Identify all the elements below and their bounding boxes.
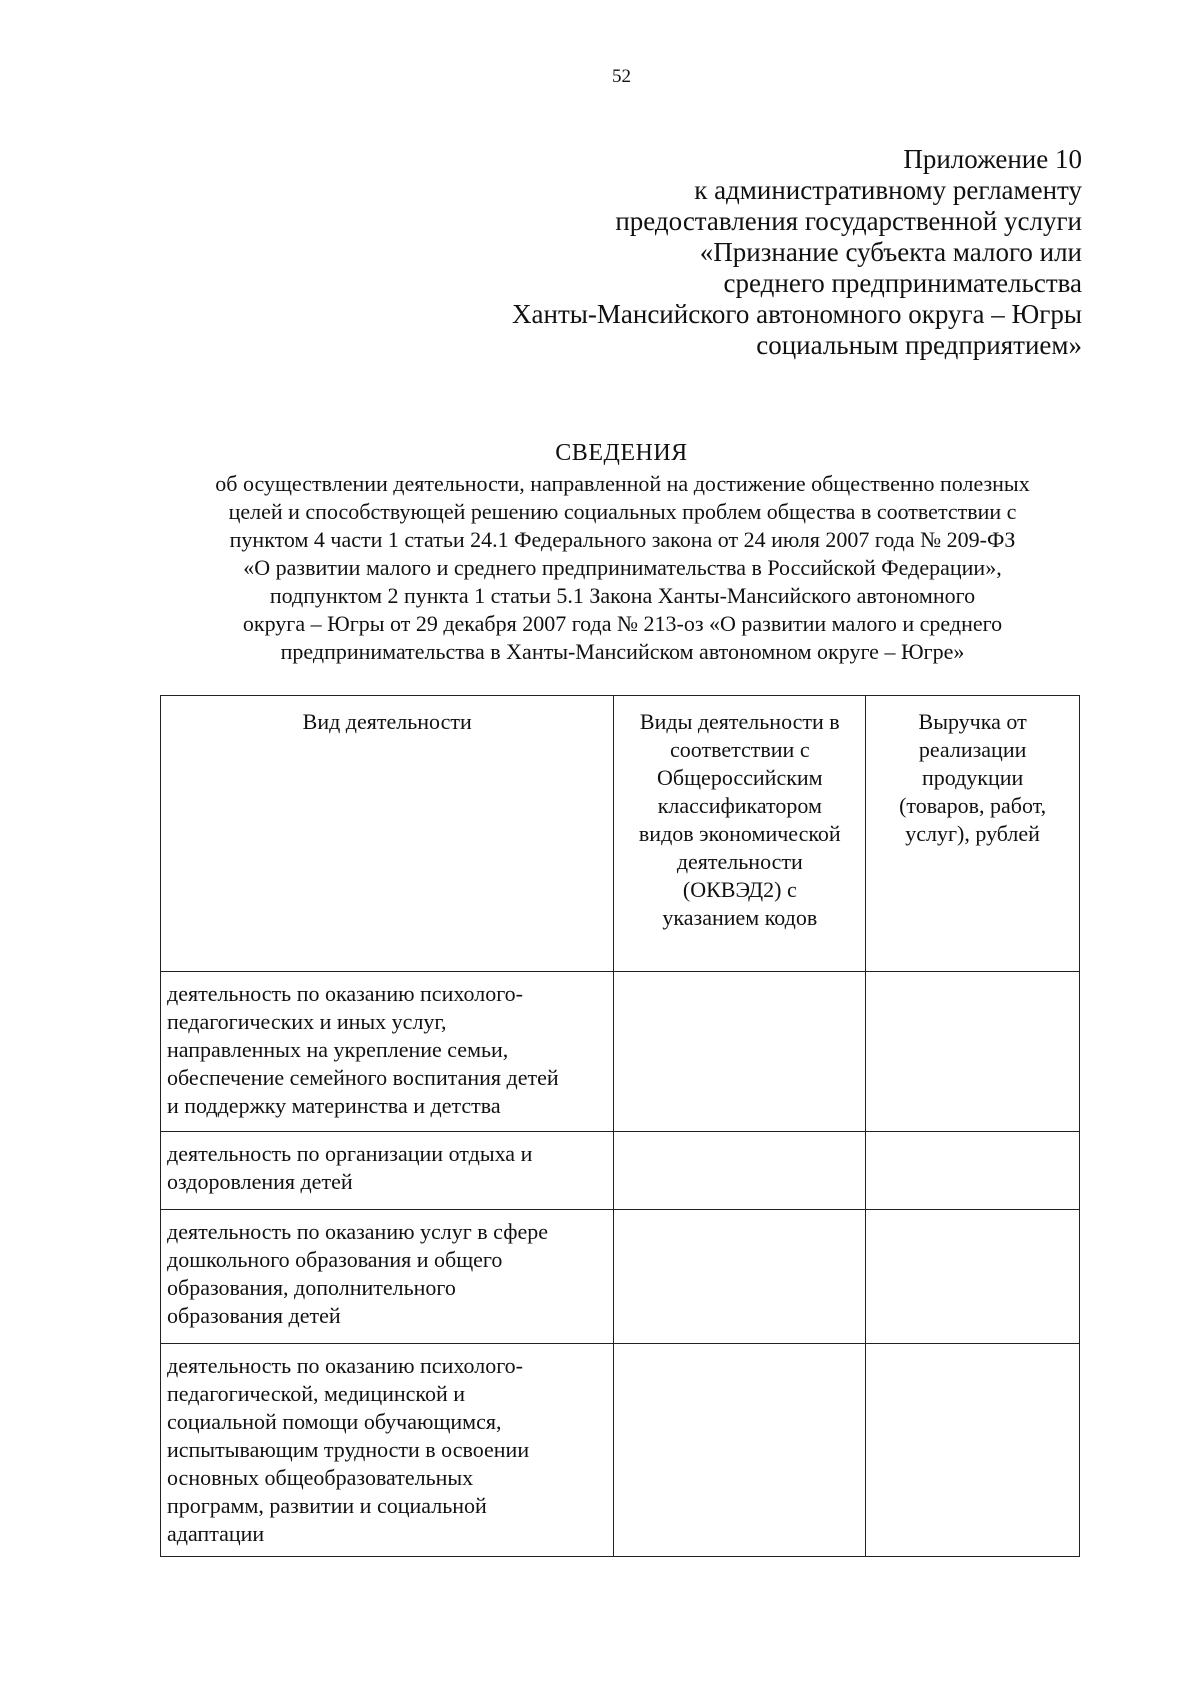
table-row (161, 1344, 1080, 1557)
subtitle-line: предпринимательства в Ханты-Мансийском автономном округе – Югре» (280, 639, 965, 664)
appendix-line: среднего предпринимательства (723, 268, 1082, 298)
subtitle-line: пунктом 4 части 1 статьи 24.1 Федерального закона от 24 июля 2007 года № 209-ФЗ (229, 527, 1016, 552)
header-line: Вид деятельности (302, 709, 472, 734)
header-line: видов экономической (638, 821, 841, 846)
header-line: Выручка от (918, 709, 1027, 734)
document-title: СВЕДЕНИЯ (555, 440, 688, 466)
activity-line: образования детей (167, 1303, 341, 1328)
activity-line: деятельность по оказанию услуг в сфере (167, 1219, 549, 1244)
table-row (161, 1210, 1080, 1344)
appendix-line: «Признание субъекта малого или (699, 237, 1082, 267)
header-line: классификатором (657, 793, 822, 818)
header-line: Общероссийским (657, 765, 823, 790)
activity-cell (161, 1210, 614, 1344)
revenue-cell (866, 1132, 1080, 1210)
activity-line: педагогической, медицинской и (167, 1381, 466, 1406)
activity-line: деятельность по организации отдыха и (167, 1141, 533, 1166)
activity-line: дошкольного образования и общего (167, 1247, 503, 1272)
activity-cell (161, 1344, 614, 1557)
activity-cell (161, 1132, 614, 1210)
appendix-line: Ханты-Мансийского автономного округа – Югры (512, 299, 1082, 329)
header-line: реализации (918, 737, 1027, 762)
header-line: указанием кодов (662, 905, 818, 930)
activity-line: обеспечение семейного воспитания детей (167, 1065, 559, 1090)
header-line: деятельности (676, 849, 803, 874)
okved-cell (614, 1132, 866, 1210)
okved-cell (614, 972, 866, 1132)
header-activity-type (161, 696, 614, 972)
okved-cell (614, 1210, 866, 1344)
page-number: 52 (612, 66, 631, 87)
activity-cell (161, 972, 614, 1132)
appendix-line: предоставления государственной услуги (615, 206, 1082, 236)
activity-line: программ, развитии и социальной (167, 1493, 487, 1518)
header-line: (товаров, работ, (899, 793, 1047, 818)
activities-table (160, 695, 1080, 1557)
revenue-cell (866, 972, 1080, 1132)
activity-line: образования, дополнительного (167, 1275, 456, 1300)
activity-line: социальной помощи обучающимся, (167, 1409, 502, 1434)
activity-line: основных общеобразовательных (167, 1465, 474, 1490)
header-line: соответствии с (670, 737, 810, 762)
subtitle-line: об осуществлении деятельности, направленной на достижение общественно полезных (215, 471, 1030, 496)
header-revenue (866, 696, 1080, 972)
activity-line: деятельность по оказанию психолого- (167, 1353, 523, 1378)
header-line: продукции (921, 765, 1024, 790)
revenue-cell (866, 1344, 1080, 1557)
subtitle-line: целей и способствующей решению социальных проблем общества в соответствии с (228, 499, 1017, 524)
table-row (161, 1132, 1080, 1210)
appendix-line: социальным предприятием» (756, 330, 1082, 360)
activity-line: и поддержку материнства и детства (167, 1093, 501, 1118)
header-line: Виды деятельности в (639, 709, 840, 734)
activity-line: адаптации (167, 1521, 265, 1546)
header-line: услуг), рублей (905, 821, 1040, 846)
table-header-row (161, 696, 1080, 972)
subtitle-line: «О развитии малого и среднего предпринимательства в Российской Федерации», (243, 555, 1002, 580)
table-row (161, 972, 1080, 1132)
activity-line: испытывающим трудности в освоении (167, 1437, 530, 1462)
document-subtitle (160, 470, 1085, 666)
okved-cell (614, 1344, 866, 1557)
activity-line: педагогических и иных услуг, (167, 1009, 447, 1034)
revenue-cell (866, 1210, 1080, 1344)
appendix-note (382, 144, 1082, 361)
appendix-line: к административному регламенту (694, 175, 1082, 205)
header-okved (614, 696, 866, 972)
activity-line: оздоровления детей (167, 1169, 353, 1194)
subtitle-line: округа – Югры от 29 декабря 2007 года № 213-оз «О развитии малого и среднего (242, 611, 1003, 636)
appendix-line: Приложение 10 (903, 144, 1082, 174)
header-line: (ОКВЭД2) с (682, 877, 797, 902)
subtitle-line: подпунктом 2 пункта 1 статьи 5.1 Закона Ханты-Мансийского автономного (269, 583, 976, 608)
activity-line: направленных на укрепление семьи, (167, 1037, 509, 1062)
activity-line: деятельность по оказанию психолого- (167, 981, 523, 1006)
